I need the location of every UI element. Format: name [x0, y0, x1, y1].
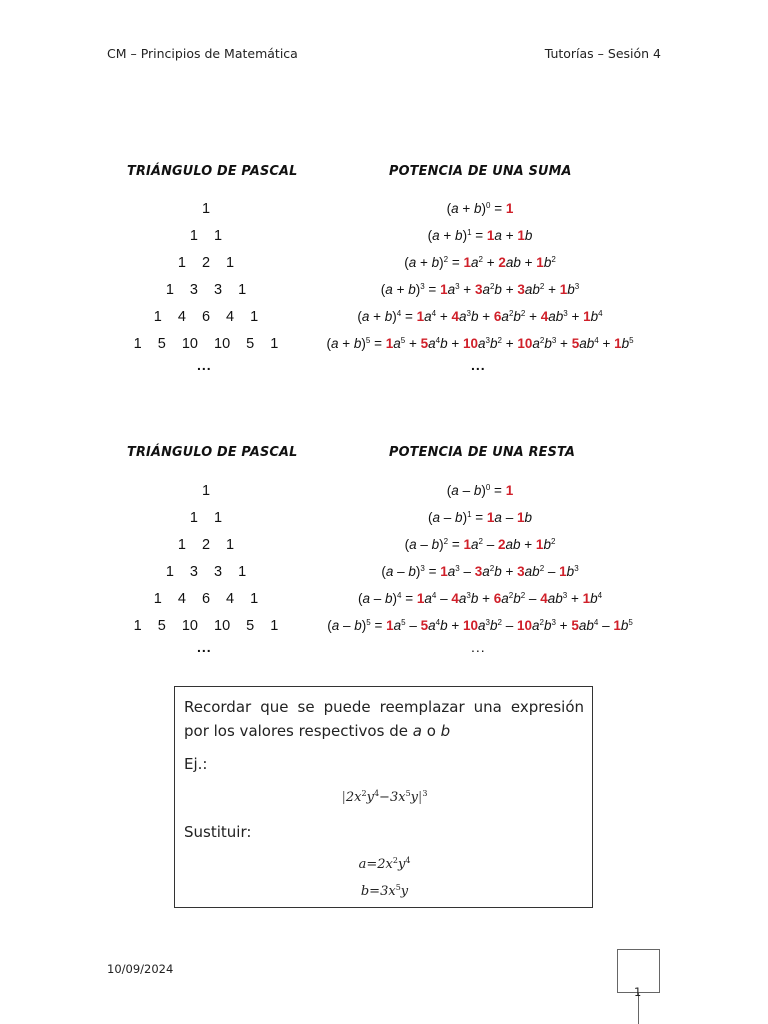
- formula-title-diff: POTENCIA DE UNA RESTA: [389, 444, 576, 460]
- formula-row: $(a + b)^5 = 1a^5 + 5a^4b + 10a^3b^2 + 10a^2b^3 + 5ab^4 + 1b^5$: [326, 336, 634, 351]
- formula-row: $(a - b)^4 = 1a^4 - 4a^3b + 6a^2b^2 - 4ab^3 + 1b^4$: [357, 591, 603, 606]
- formula-row: $(a + b)^2 = 1a^2 + 2ab + 1b^2$: [404, 255, 556, 270]
- reminder-text: [184, 695, 584, 743]
- formula-row: $(a + b)^1 = 1a + 1b$: [427, 228, 533, 243]
- pascal-row: 1 5 10 10 5 1: [133, 618, 279, 634]
- reminder-text-connector: o: [421, 722, 441, 740]
- pascal-row: 1: [201, 483, 211, 499]
- formula-row: $(a - b)^5 = 1a^5 - 5a^4b + 10a^3b^2 - 10a^2b^3 + 5ab^4 - 1b^5$: [327, 618, 633, 633]
- pascal-row: 1 1: [189, 228, 223, 244]
- pascal-ellipsis: ...: [197, 357, 212, 373]
- substitution-b: $b=3x^5y$: [360, 883, 409, 899]
- example-label: Ej.:: [184, 755, 208, 773]
- header-right: Tutorías – Sesión 4: [544, 46, 661, 61]
- formula-ellipsis: ...: [471, 357, 486, 373]
- substitution-a: $a=2x^2y^4$: [358, 856, 411, 872]
- example-expression: $|2x^2y^4-3x^5y|^3$: [341, 789, 428, 805]
- pascal-row: 1 3 3 1: [165, 282, 247, 298]
- pascal-ellipsis: ...: [197, 639, 212, 655]
- pascal-row: 1 5 10 10 5 1: [133, 336, 279, 352]
- header-left: CM – Principios de Matemática: [107, 46, 298, 61]
- pascal-row: 1 3 3 1: [165, 564, 247, 580]
- formula-row: (a – b)$^0$ = 1: [446, 483, 514, 498]
- pascal-row: 1 4 6 4 1: [153, 309, 259, 325]
- page-number: 1: [634, 985, 642, 999]
- formula-ellipsis: ...: [471, 639, 486, 655]
- substitute-label: Sustituir:: [184, 823, 252, 841]
- formula-title-sum: POTENCIA DE UNA SUMA: [389, 163, 572, 179]
- var-a: a: [412, 722, 422, 740]
- pascal-row: 1: [201, 201, 211, 217]
- formula-row: $(a + b)^3 = 1a^3 + 3a^2b + 3ab^2 + 1b^3$: [380, 282, 580, 297]
- reminder-text-part: Recordar que se puede reemplazar una expresión por los valores respectivos de: [184, 698, 584, 740]
- formula-row: $(a - b)^2 = 1a^2 - 2ab + 1b^2$: [404, 537, 556, 552]
- footer-date: 10/09/2024: [107, 962, 174, 976]
- formula-row: $(a + b)^4 = 1a^4 + 4a^3b + 6a^2b^2 + 4ab^3 + 1b^4$: [357, 309, 603, 324]
- reminder-box: [174, 686, 593, 908]
- pascal-title-sum: TRIÁNGULO DE PASCAL: [127, 163, 298, 179]
- pascal-row: 1 4 6 4 1: [153, 591, 259, 607]
- formula-row: (a – b)$^1$ = 1a – 1b: [428, 510, 532, 525]
- pascal-row: 1 2 1: [177, 255, 235, 271]
- formula-row: $(a + b)^0 = 1$: [446, 201, 514, 216]
- pascal-row: 1 1: [189, 510, 223, 526]
- var-b: b: [440, 722, 451, 740]
- pascal-row: 1 2 1: [177, 537, 235, 553]
- formula-row: $(a - b)^3 = 1a^3 - 3a^2b + 3ab^2 - 1b^3$: [381, 564, 579, 579]
- pascal-title-diff: TRIÁNGULO DE PASCAL: [127, 444, 298, 460]
